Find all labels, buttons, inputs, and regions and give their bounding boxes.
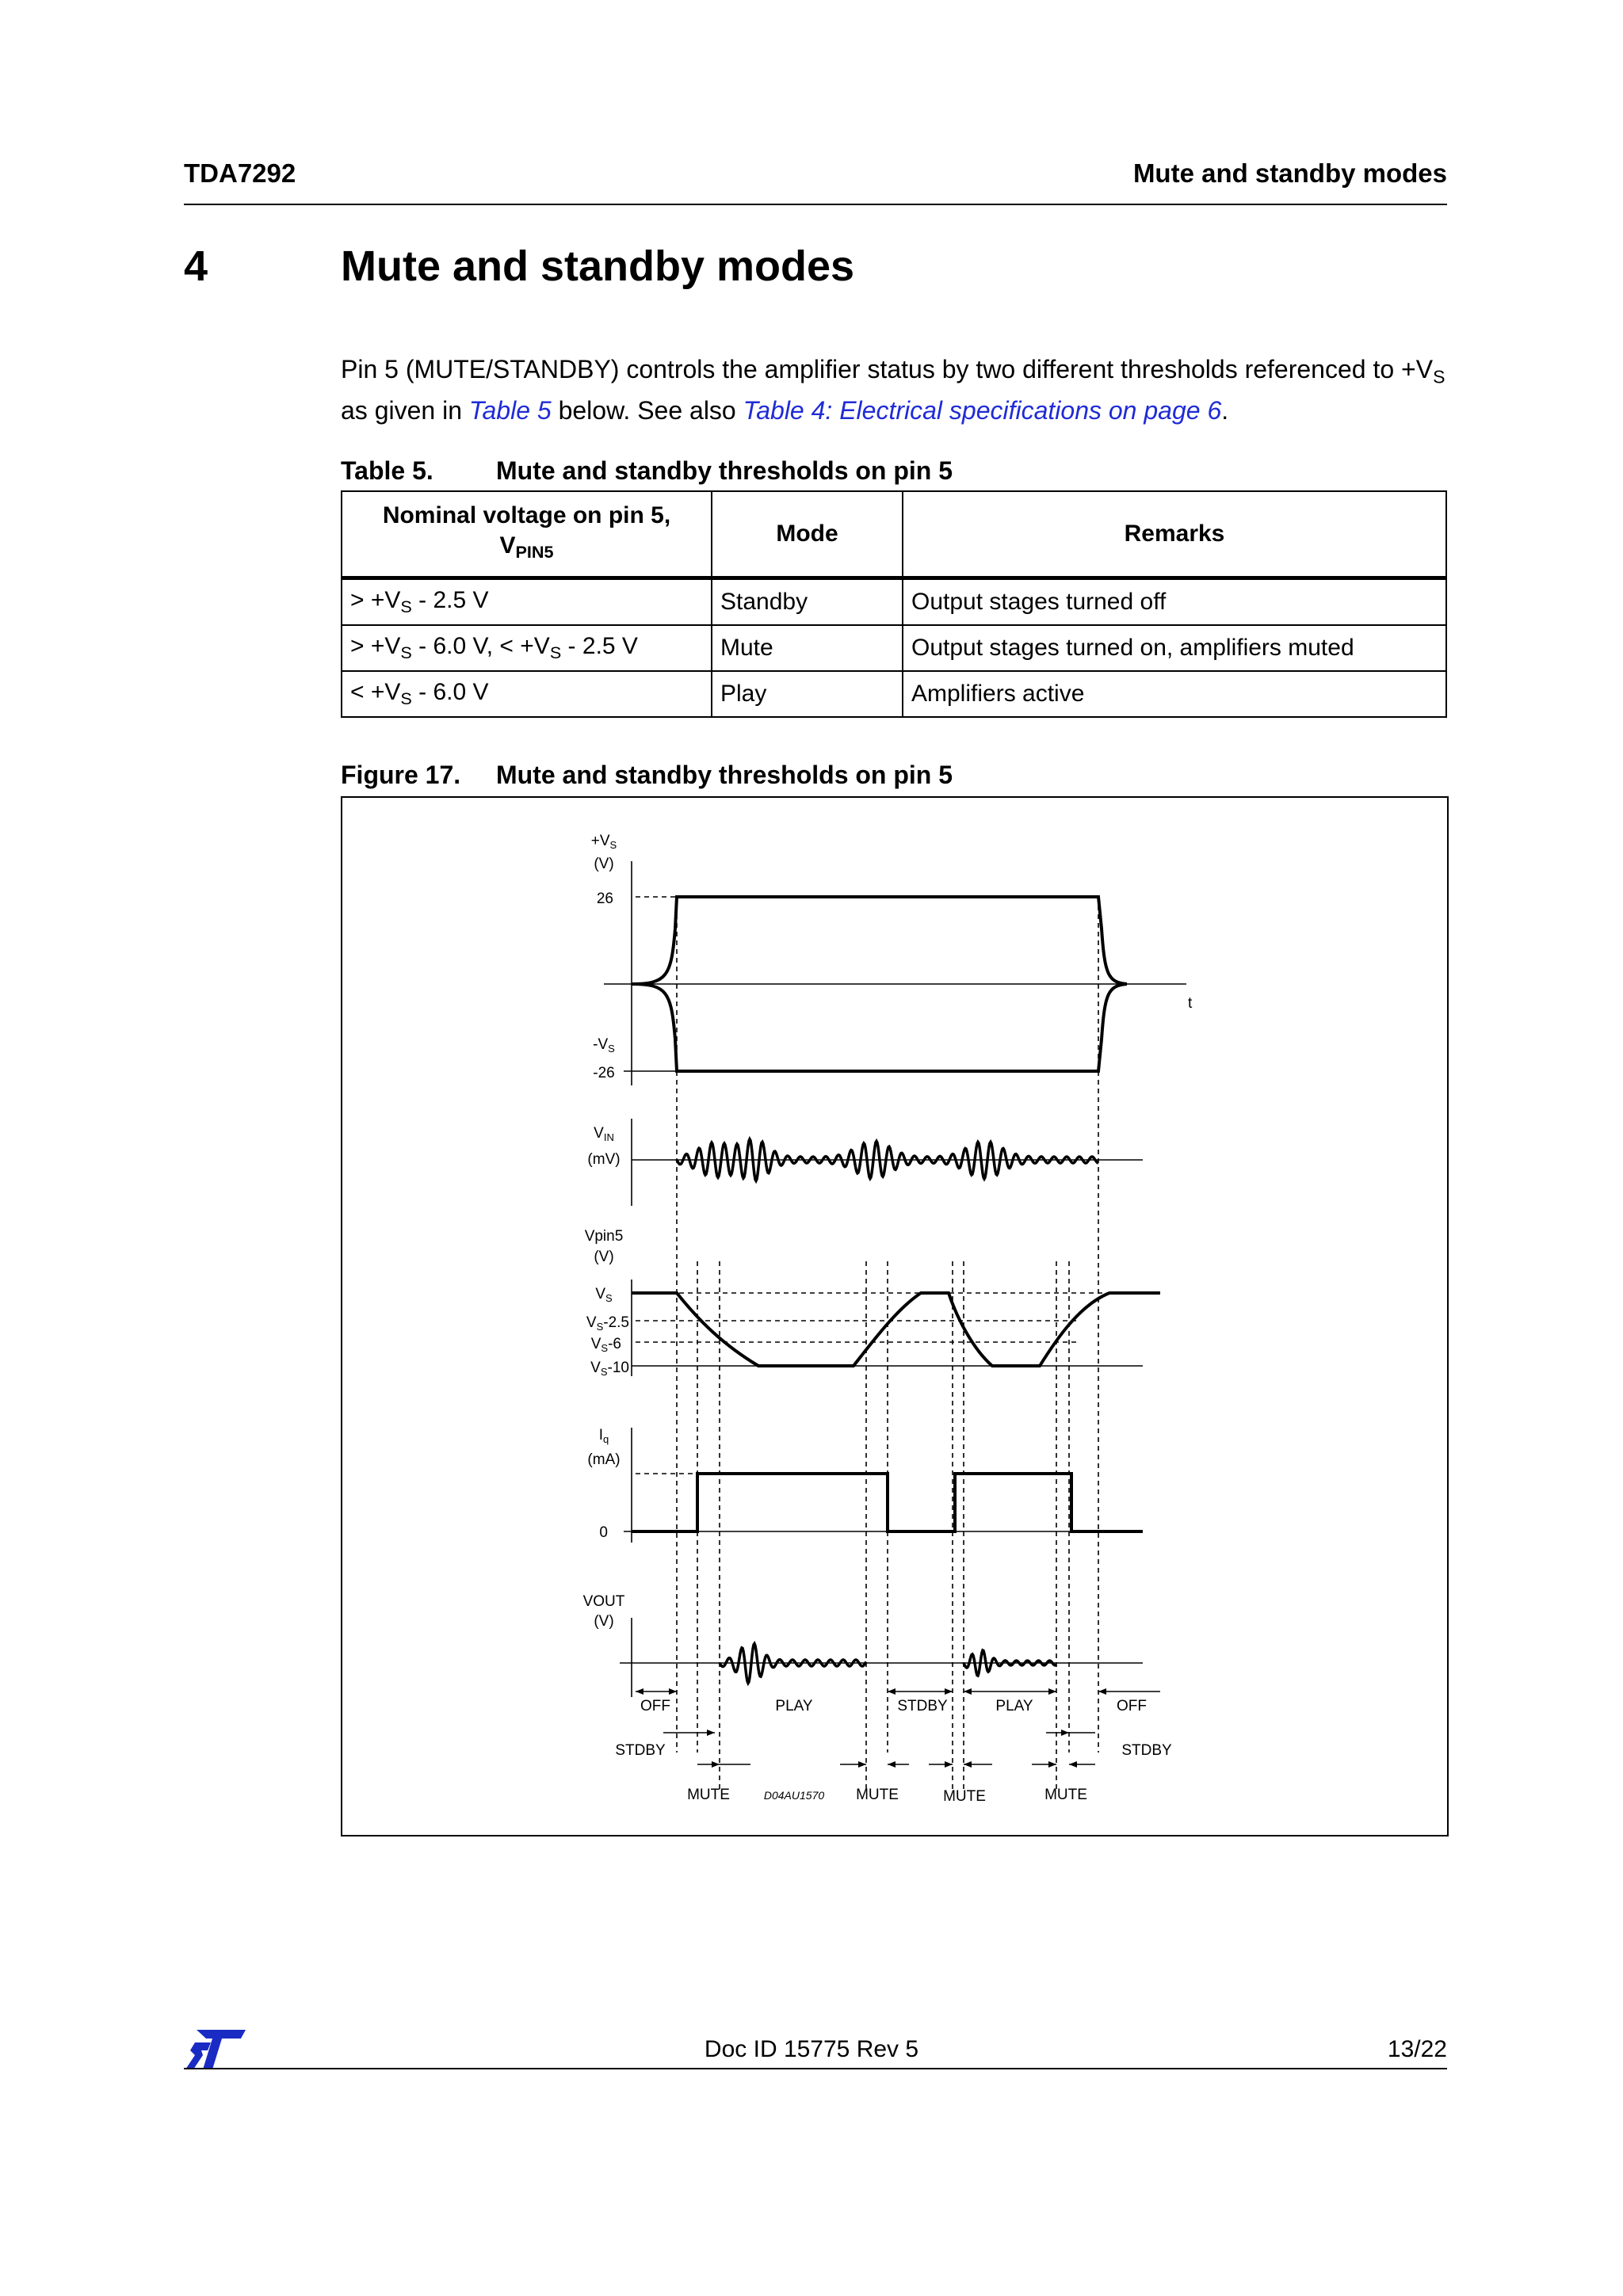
thresholds-table (341, 490, 1447, 718)
section-title: Mute and standby modes (341, 242, 855, 290)
label-off-1: OFF (640, 1698, 670, 1714)
label-v26: 26 (596, 891, 613, 907)
cell-voltage: > $+V_S - 2.5$ V (342, 578, 712, 626)
label-off-2: OFF (1117, 1698, 1147, 1714)
label-stdby-mid: STDBY (897, 1698, 948, 1714)
label-mute-3: MUTE (943, 1788, 986, 1805)
label-vpin5: Vpin5 (584, 1228, 624, 1245)
label-zero: 0 (599, 1524, 608, 1541)
table-caption: Table 5. Mute and standby thresholds on pin 5 (341, 456, 953, 485)
label-v-unit: (V) (594, 856, 614, 872)
header-section-name: Mute and standby modes (1132, 158, 1447, 188)
header-remarks: Remarks (903, 491, 1446, 578)
section-number: 4 (184, 242, 208, 290)
vin-panel (632, 1119, 1143, 1206)
label-vout: VOUT (582, 1593, 625, 1610)
label-vneg26: -26 (593, 1065, 615, 1081)
figure-box (341, 796, 1449, 1836)
figure-caption: Figure 17. Mute and standby thresholds on pin 5 (341, 761, 953, 789)
label-ma-unit: (mA) (587, 1451, 621, 1468)
label-level-vs: $V_S$ (595, 1286, 613, 1304)
label-vpin5-unit: (V) (594, 1249, 614, 1265)
label-drawing-code: D04AU1570 (763, 1789, 825, 1802)
table-header-row (342, 491, 1446, 578)
header-doc-name: TDA7292 (184, 158, 296, 188)
label-stdby-left: STDBY (615, 1742, 666, 1759)
label-level-vs-2-5: $V_S-2.5$ (586, 1314, 629, 1333)
table-row (342, 671, 1446, 717)
label-vs-axis: $+V_S$ (590, 833, 617, 851)
intro-paragraph: Pin 5 (MUTE/STANDBY) controls the amplifier status by two different thresholds referenced to $+V_S$ as given in Table 5 below. See also Table 4: Electrical specifications on page 6. (341, 355, 1445, 425)
cell-mode: Mute (712, 625, 903, 671)
label-stdby-right: STDBY (1121, 1742, 1172, 1759)
header-mode: Mode (712, 491, 903, 578)
cell-mode: Play (712, 671, 903, 717)
footer-doc-id: Doc ID 15775 Rev 5 (704, 2036, 919, 2062)
cell-mode: Standby (712, 578, 903, 626)
label-vin: $V_{IN}$ (594, 1125, 614, 1143)
cell-remarks: Output stages turned off (903, 578, 1446, 626)
supply-voltage-panel (604, 861, 1186, 1085)
cell-voltage: < $+V_S - 6.0$ V (342, 671, 712, 717)
iq-panel (624, 1428, 1143, 1543)
header-rule (184, 204, 1447, 205)
label-iq: $I_q$ (598, 1427, 609, 1445)
header-nominal-voltage: Nominal voltage on pin 5, $V_{PIN5}$ (342, 491, 712, 578)
label-mute-4: MUTE (1044, 1787, 1087, 1803)
label-neg-vs: $-V_S$ (593, 1036, 615, 1055)
label-play-1: PLAY (775, 1698, 813, 1714)
label-play-2: PLAY (995, 1698, 1033, 1714)
label-t-axis: t (1188, 995, 1193, 1012)
label-vout-unit: (V) (594, 1613, 614, 1630)
vpin5-panel (632, 1280, 1160, 1376)
timing-diagram (342, 798, 1447, 1835)
label-level-vs-6: $V_S-6$ (590, 1336, 621, 1354)
label-level-vs-10: $V_S-10$ (590, 1360, 629, 1378)
label-mute-2: MUTE (856, 1787, 899, 1803)
cell-voltage: > $+V_S - 6.0$ V, < $+V_S - 2.5$ V (342, 625, 712, 671)
cell-remarks: Output stages turned on, amplifiers muted (903, 625, 1446, 671)
vout-panel (620, 1618, 1143, 1697)
cell-remarks: Amplifiers active (903, 671, 1446, 717)
label-mute-1: MUTE (687, 1787, 730, 1803)
table-row (342, 578, 1446, 626)
label-mv-unit: (mV) (587, 1151, 621, 1168)
table-row (342, 625, 1446, 671)
link-table-4[interactable]: Table 4: Electrical specifications on page 6 (743, 396, 1222, 425)
footer-rule (184, 2068, 1447, 2069)
footer-page-number: 13/22 (1387, 2036, 1447, 2062)
link-table-5[interactable]: Table 5 (468, 396, 552, 425)
